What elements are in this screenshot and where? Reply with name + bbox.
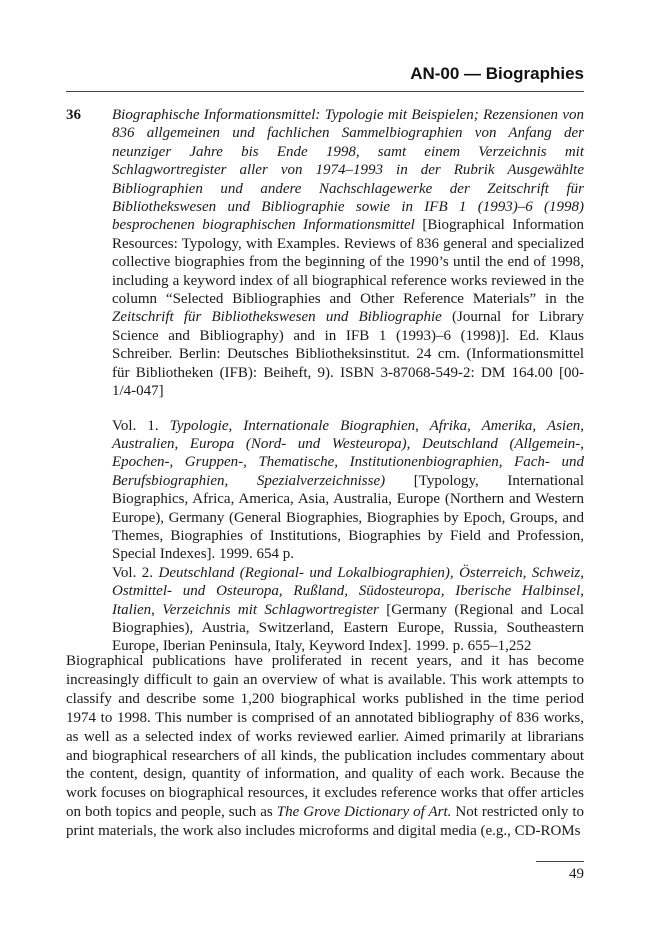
- entry-description-part-2: (Journal for Library Science and Bibliography) and in IFB 1 (1993)–6 (1998)]. Ed. Klaus Schreiber. Berlin: Deutsches Bibliotheksinstitut. 24 cm. (Informationsmittel für Bibliotheken (IFB): Beiheft, 9). ISBN 3-87068-549-2: DM 164.00 [00-1/4-047]: [112, 309, 584, 400]
- volume-list: [112, 417, 584, 656]
- volume-label: Vol. 1.: [112, 417, 170, 434]
- volume-description: [Typology, International Biographics, Africa, America, Asia, Australia, Europe (Northern and Western Europe), Germany (General Biographies, Biographies by Epoch, Groups, and Themes, Biographies of Institutions, Biographies by Field and Profession, Special Indexes]. 1999. 654 p.: [112, 472, 585, 563]
- cited-work-title: The Grove Dictionary of Art.: [276, 804, 452, 821]
- entry-description: [112, 106, 584, 401]
- entry-title-german: Biographische Informationsmittel: Typologie mit Beispielen; Rezensionen von 836 allgemeinen und fachlichen Sammelbiographien von Anfang der neunziger Jahre bis Ende 1998, samt einem Verzeichnis mit Schlagwortregister aller von 1974–1993 in der Rubrik Ausgewählte Bibliographien und andere Nachschlagewerke der Zeitschrift für Bibliothekswesen und Bibliographie sowie in IFB 1 (1993)–6 (1998) besprochenen biographischen Informationsmittel: [112, 107, 584, 234]
- bibliography-entry: [66, 106, 584, 656]
- volume-description: [Germany (Regional and Local Biographies), Austria, Switzerland, Eastern Europe, Russia, Southeastern Europe, Iberian Peninsula, Italy, Keyword Index]. 1999. p. 655–1,252: [112, 601, 584, 655]
- footer-rule: [536, 861, 584, 862]
- volume-label: Vol. 2.: [112, 564, 159, 581]
- body-paragraph: [66, 652, 584, 841]
- body-text-part-2: Not restricted only to print materials, the work also includes microforms and digital media (e.g., CD-ROMs: [66, 804, 585, 840]
- body-text-part-1: Biographical publications have proliferated in recent years, and it has become increasingly difficult to gain an overview of what is available. This work attempts to classify and describe some 1,200 biographical works published in the time period 1974 to 1998. This number is comprised of an annotated bibliography of 836 works, as well as a selected index of works reviewed earlier. Aimed primarily at librarians and biographical researchers of all kinds, the publication includes commentary about the content, design, quantity of information, and quality of each work. Because the work focuses on biographical resources, it excludes reference works that offer articles on both topics and people, such as: [66, 653, 584, 821]
- running-head: AN-00 — Biographies: [410, 64, 584, 83]
- header-rule: [66, 91, 584, 92]
- entry-description-part-1: [Biographical Information Resources: Typology, with Examples. Reviews of 836 general and specialized collective biographies from the beginning of the 1990’s until the end of 1998, including a keyword index of all biographical reference works reviewed in the column “Selected Bibliographies and Other Reference Materials” in the: [112, 217, 584, 308]
- volume-title: Deutschland (Regional- und Lokalbiographien), Österreich, Schweiz, Ostmittel- und Osteuropa, Rußland, Südosteuropa, Iberische Halbinsel, Italien, Verzeichnis mit Schlagwortregister: [112, 564, 584, 618]
- entry-text: [112, 106, 584, 656]
- journal-title: Zeitschrift für Bibliothekswesen und Bibliographie: [112, 309, 442, 326]
- volume-item: [112, 417, 584, 564]
- volume-title: Typologie, Internationale Biographien, Afrika, Amerika, Asien, Australien, Europa (Nord- und Westeuropa), Deutschland (Allgemein-, Epochen-, Gruppen-, Thematische, Institutionenbiographien, Fach- und Berufsbiographien, Spezialverzeichnisse): [112, 417, 584, 489]
- volume-item: [112, 564, 584, 656]
- entry-number: 36: [66, 107, 81, 123]
- page-number: 49: [569, 866, 584, 882]
